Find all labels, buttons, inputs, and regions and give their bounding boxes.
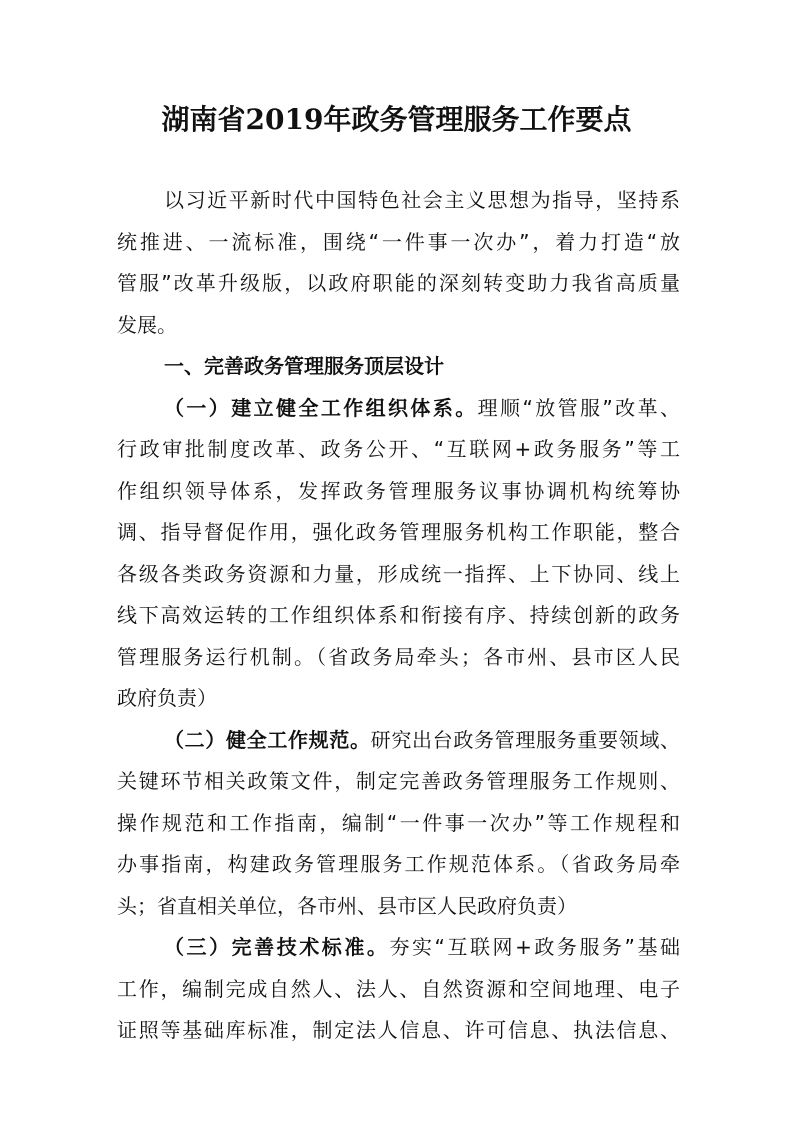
item-lead: （一）建立健全工作组织体系。 bbox=[164, 396, 478, 420]
item-text: 夯实“互联网+政务服务”基础 bbox=[389, 935, 680, 959]
intro-line: 发展。 bbox=[117, 313, 177, 337]
item-first-line bbox=[164, 725, 680, 755]
item-line: 办事指南，构建政务管理服务工作规范体系。（省政务局牵 bbox=[117, 852, 680, 876]
item-line: 线下高效运转的工作组织体系和衔接有序、持续创新的政务 bbox=[117, 603, 680, 627]
section-heading: 一、完善政务管理服务顶层设计 bbox=[164, 354, 444, 378]
intro-line: 管服”改革升级版，以政府职能的深刻转变助力我省高质量 bbox=[117, 271, 680, 295]
item-lead: （二）健全工作规范。 bbox=[164, 728, 371, 752]
item-line: 头；省直相关单位，各市州、县市区人民政府负责） bbox=[117, 894, 577, 918]
item-line: 工作，编制完成自然人、法人、自然资源和空间地理、电子 bbox=[117, 977, 680, 1001]
item-line: 各级各类政务资源和力量，形成统一指挥、上下协同、线上 bbox=[117, 562, 680, 586]
item-text: 研究出台政务管理服务重要领域、 bbox=[370, 728, 680, 752]
item-first-line bbox=[164, 393, 680, 423]
item-line: 操作规范和工作指南，编制“一件事一次办”等工作规程和 bbox=[117, 811, 680, 835]
document-title: 湖南省2019年政务管理服务工作要点 bbox=[161, 103, 632, 136]
intro-line: 统推进、一流标准，围绕“一件事一次办”，着力打造“放 bbox=[117, 230, 680, 254]
item-first-line bbox=[164, 932, 680, 962]
item-line: 作组织领导体系，发挥政务管理服务议事协调机构统筹协 bbox=[117, 479, 680, 503]
item-text: 理顺“放管服”改革、 bbox=[477, 396, 680, 420]
item-line: 政府负责） bbox=[117, 686, 217, 710]
item-line: 调、指导督促作用，强化政务管理服务机构工作职能，整合 bbox=[117, 520, 680, 544]
item-line: 关键环节相关政策文件，制定完善政务管理服务工作规则、 bbox=[117, 769, 680, 793]
item-line: 管理服务运行机制。（省政务局牵头；各市州、县市区人民 bbox=[117, 645, 680, 669]
item-lead: （三）完善技术标准。 bbox=[164, 935, 390, 959]
item-line: 证照等基础库标准，制定法人信息、许可信息、执法信息、 bbox=[117, 1018, 680, 1042]
intro-line: 以习近平新时代中国特色社会主义思想为指导，坚持系 bbox=[164, 188, 680, 212]
item-line: 行政审批制度改革、政务公开、“互联网+政务服务”等工 bbox=[117, 437, 680, 461]
